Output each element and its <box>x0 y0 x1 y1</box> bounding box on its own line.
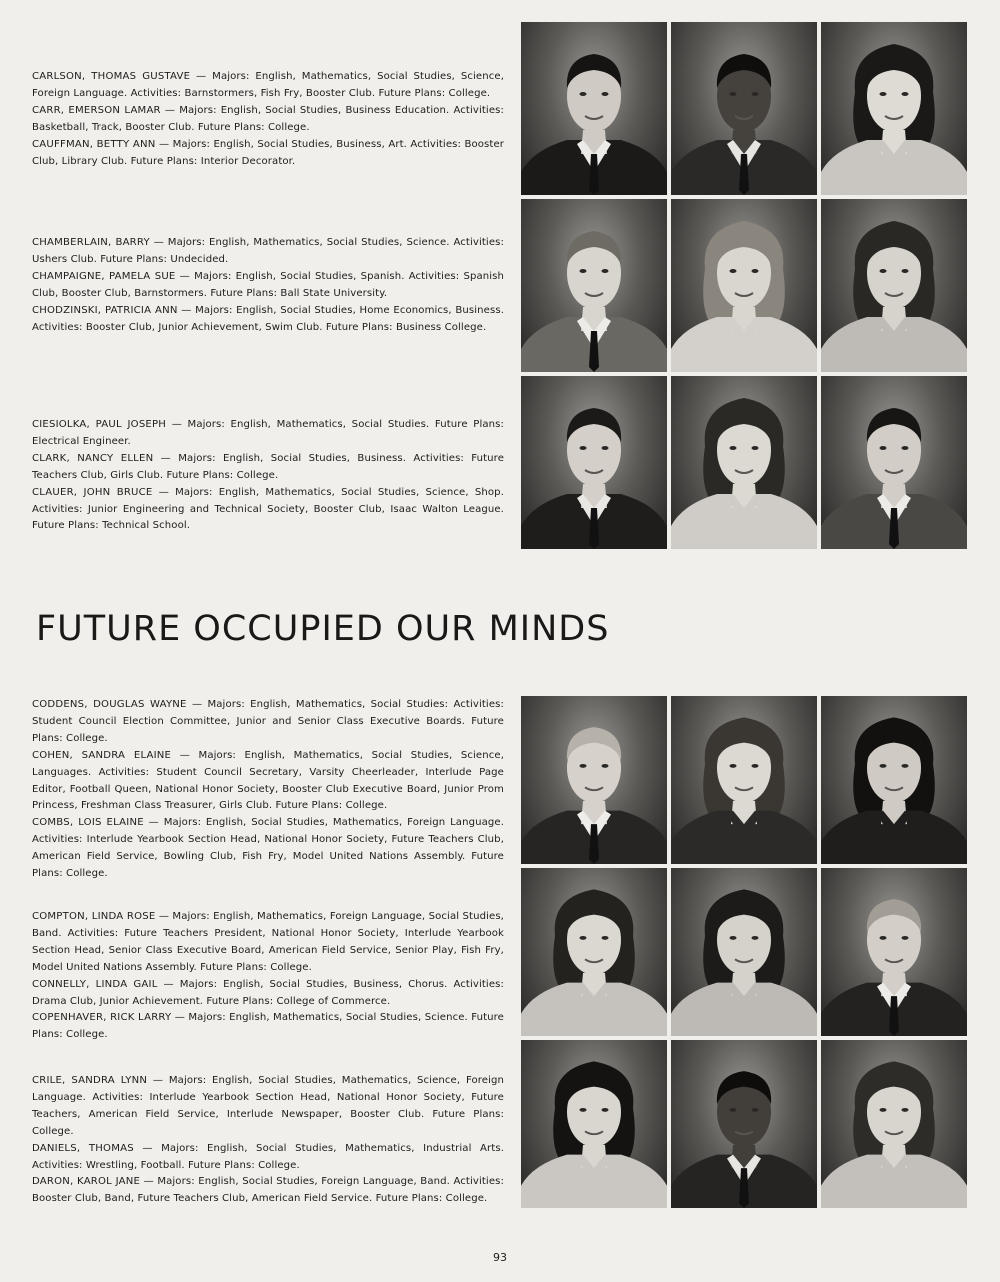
entry-name: CARR, EMERSON LAMAR <box>32 104 161 116</box>
portrait-photo <box>671 1040 817 1208</box>
entry-name: COHEN, SANDRA ELAINE <box>32 749 172 761</box>
entry-text: Majors: English, Mathematics, Social Studies. Future Plans: Electrical Engineer. <box>32 419 504 447</box>
entry-text: Majors: English, Mathematics, Social Studies, Science. Activities: Ushers Club. Future Plans: Undecided. <box>32 237 505 265</box>
entry-name: DARON, KAROL JANE <box>32 1176 141 1188</box>
portrait-photo <box>671 22 817 195</box>
portrait-photo <box>821 696 967 864</box>
entry-cauffman: CAUFFMAN, BETTY ANN — Majors: English, Social Studies, Business, Art. Activities: Booster Club, Library Club. Future Plans: Interior Decorator. <box>32 138 504 167</box>
entry-name: CRILE, SANDRA LYNN <box>32 1075 148 1086</box>
portrait-silhouette <box>521 22 667 195</box>
entry-combs: COMBS, LOIS ELAINE — Majors: English, Social Studies, Mathematics, Foreign Language. Activities: Interlude Yearbook Section Head, National Honor Society, Future Teachers Club, American Field Service, Bowling Club, Fish Fry, Model United Nations Assembly. Future Plans: College. <box>32 817 505 880</box>
portrait-silhouette <box>821 868 967 1036</box>
entry-name: CHAMBERLAIN, BARRY <box>32 237 150 248</box>
entry-name: CAUFFMAN, BETTY ANN <box>32 138 156 150</box>
entry-clauer: CLAUER, JOHN BRUCE — Majors: English, Mathematics, Social Studies, Science, Shop. Activities: Junior Engineering and Technical Society, Booster Club, Isaac Walton League. Future Plans: Technical School. <box>32 486 504 532</box>
portrait-photo <box>521 696 667 864</box>
entry-name: COMPTON, LINDA ROSE <box>32 911 156 922</box>
portrait-silhouette <box>521 376 667 549</box>
portrait-photo <box>671 696 817 864</box>
entry-name: COMBS, LOIS ELAINE <box>32 817 144 829</box>
entry-coddens: CODDENS, DOUGLAS WAYNE — Majors: English, Mathematics, Social Studies: Activities: Student Council Election Committee, Junior and Senior Class Executive Boards. Future Plans: College. <box>32 699 504 744</box>
portrait-silhouette <box>671 22 817 195</box>
entry-name: CARLSON, THOMAS GUSTAVE <box>32 71 191 82</box>
portrait-silhouette <box>521 868 667 1036</box>
section-heading: FUTURE OCCUPIED OUR MINDS <box>36 609 610 649</box>
portrait-silhouette <box>521 696 667 864</box>
portrait-silhouette <box>821 1040 967 1208</box>
entry-group-1 <box>32 69 504 170</box>
portrait-silhouette <box>671 1040 817 1208</box>
portrait-photo <box>821 199 967 372</box>
entry-compton: COMPTON, LINDA ROSE — Majors: English, Mathematics, Foreign Language, Social Studies, Band. Activities: Future Teachers President, National Honor Society, Interlude Yearbook Section Head, Senior Class Executive Board, American Field Service, Senior Play, Fish Fry, Model United Nations Assembly. Future Plans: College. <box>32 911 504 973</box>
entry-crile: CRILE, SANDRA LYNN — Majors: English, Social Studies, Mathematics, Science, Foreign Language. Activities: Interlude Yearbook Section Head, National Honor Society, Future Teachers, American Field Service, Interlude Newspaper, Booster Club. Future Plans: College. <box>32 1075 505 1137</box>
entry-name: DANIELS, THOMAS <box>32 1142 134 1154</box>
entry-text: Majors: English, Mathematics, Social Studies, Science, Shop. Activities: Junior Engineering and Technical Society, Booster Club, Isaac Walton League. Future Plans: Technical School. <box>32 486 504 532</box>
entry-text: Majors: English, Social Studies, Business, Art. Activities: Booster Club, Library Club. Future Plans: Interior Decorator. <box>32 138 504 167</box>
portrait-photo <box>521 1040 667 1208</box>
portrait-photo <box>821 22 967 195</box>
entry-name: CONNELLY, LINDA GAIL <box>32 978 158 990</box>
portrait-photo <box>671 868 817 1036</box>
portrait-silhouette <box>821 696 967 864</box>
entry-group-4 <box>32 697 504 883</box>
entry-text: Majors: English, Social Studies, Business Education. Activities: Basketball, Track, Booster Club. Future Plans: College. <box>32 104 504 133</box>
entry-text: Majors: English, Social Studies, Mathematics, Foreign Language. Activities: Interlude Yearbook Section Head, National Honor Society, Future Teachers Club, American Field Service, Bowling Club, Fish Fry, Model United Nations Assembly. Future Plans: College. <box>32 817 505 880</box>
entry-name: CLAUER, JOHN BRUCE <box>32 486 153 498</box>
entry-text: Majors: English, Social Studies, Mathematics, Science, Foreign Language. Activities: Interlude Yearbook Section Head, National Honor Society, Future Teachers, American Field Service, Interlude Newspaper, Booster Club. Future Plans: College. <box>32 1075 505 1137</box>
entry-group-3 <box>32 417 504 535</box>
portrait-silhouette <box>671 696 817 864</box>
portrait-silhouette <box>671 376 817 549</box>
entry-ciesiolka: CIESIOLKA, PAUL JOSEPH — Majors: English, Mathematics, Social Studies. Future Plans: Electrical Engineer. <box>32 419 504 447</box>
entry-chamberlain: CHAMBERLAIN, BARRY — Majors: English, Mathematics, Social Studies, Science. Activities: Ushers Club. Future Plans: Undecided. <box>32 237 505 265</box>
entry-text: Majors: English, Social Studies, Foreign Language, Band. Activities: Booster Club, Band, Future Teachers Club, American Field Service. Future Plans: College. <box>32 1176 505 1205</box>
entry-carlson: CARLSON, THOMAS GUSTAVE — Majors: English, Mathematics, Social Studies, Science, Foreign Language. Activities: Barnstormers, Fish Fry, Booster Club. Future Plans: College. <box>32 71 505 99</box>
entry-cohen: COHEN, SANDRA ELAINE — Majors: English, Mathematics, Social Studies, Science, Languages. Activities: Student Council Secretary, Varsity Cheerleader, Interlude Page Editor, Football Queen, National Honor Society, Booster Club Executive Board, Junior Prom Princess, Freshman Class Treasurer, Girls Club. Future Plans: College. <box>32 749 505 812</box>
photo-grid-bottom <box>521 696 967 1208</box>
entry-text: Majors: English, Mathematics, Social Studies: Activities: Student Council Election Committee, Junior and Senior Class Executive Boards. Future Plans: College. <box>32 699 504 744</box>
portrait-silhouette <box>821 376 967 549</box>
portrait-photo <box>521 868 667 1036</box>
entry-name: CHODZINSKI, PATRICIA ANN <box>32 304 178 316</box>
entry-carr: CARR, EMERSON LAMAR — Majors: English, Social Studies, Business Education. Activities: Basketball, Track, Booster Club. Future Plans: College. <box>32 104 504 133</box>
portrait-silhouette <box>671 868 817 1036</box>
photo-grid-top <box>521 22 967 549</box>
entry-group-6 <box>32 1073 504 1208</box>
portrait-photo <box>671 376 817 549</box>
entry-group-2 <box>32 235 504 336</box>
entry-text: Majors: English, Mathematics, Social Studies, Science. Future Plans: College. <box>32 1012 504 1041</box>
portrait-photo <box>521 376 667 549</box>
entry-text: Majors: English, Social Studies, Spanish. Activities: Spanish Club, Booster Club, Barnstormers. Future Plans: Ball State University. <box>32 270 504 299</box>
entry-name: CHAMPAIGNE, PAMELA SUE <box>32 270 176 282</box>
entry-text: Majors: English, Social Studies, Business. Activities: Future Teachers Club, Girls Club. Future Plans: College. <box>32 452 505 481</box>
entry-name: CODDENS, DOUGLAS WAYNE <box>32 699 187 710</box>
entry-champaigne: CHAMPAIGNE, PAMELA SUE — Majors: English, Social Studies, Spanish. Activities: Spanish Club, Booster Club, Barnstormers. Future Plans: Ball State University. <box>32 270 504 299</box>
entry-daniels: DANIELS, THOMAS — Majors: English, Social Studies, Mathematics, Industrial Arts. Activities: Wrestling, Football. Future Plans: College. <box>32 1142 505 1171</box>
entry-text: Majors: English, Mathematics, Foreign Language, Social Studies, Band. Activities: Future Teachers President, National Honor Society, Interlude Yearbook Section Head, Senior Class Executive Board, American Field Service, Senior Play, Fish Fry, Model United Nations Assembly. Future Plans: College. <box>32 911 504 973</box>
portrait-photo <box>521 199 667 372</box>
entry-group-5 <box>32 909 504 1044</box>
portrait-silhouette <box>521 1040 667 1208</box>
entry-connelly: CONNELLY, LINDA GAIL — Majors: English, Social Studies, Business, Chorus. Activities: Drama Club, Junior Achievement. Future Plans: College of Commerce. <box>32 978 505 1007</box>
entry-chodzinski: CHODZINSKI, PATRICIA ANN — Majors: English, Social Studies, Home Economics, Business. Activities: Booster Club, Junior Achievement, Swim Club. Future Plans: Business College. <box>32 304 504 333</box>
portrait-photo <box>521 22 667 195</box>
portrait-silhouette <box>821 22 967 195</box>
portrait-silhouette <box>821 199 967 372</box>
entry-text: Majors: English, Social Studies, Home Economics, Business. Activities: Booster Club, Junior Achievement, Swim Club. Future Plans: Business College. <box>32 304 504 333</box>
portrait-photo <box>821 868 967 1036</box>
portrait-photo <box>671 199 817 372</box>
page-number: 93 <box>493 1251 507 1264</box>
entry-text: Majors: English, Social Studies, Business, Chorus. Activities: Drama Club, Junior Achievement. Future Plans: College of Commerce. <box>32 978 505 1007</box>
entry-name: CLARK, NANCY ELLEN <box>32 452 154 464</box>
portrait-silhouette <box>671 199 817 372</box>
entry-text: Majors: English, Social Studies, Mathematics, Industrial Arts. Activities: Wrestling, Football. Future Plans: College. <box>32 1142 505 1171</box>
entry-text: Majors: English, Mathematics, Social Studies, Science, Languages. Activities: Student Council Secretary, Varsity Cheerleader, Interlude Page Editor, Football Queen, National Honor Society, Booster Club Executive Board, Junior Prom Princess, Freshman Class Treasurer, Girls Club. Future Plans: College. <box>32 749 505 812</box>
entry-clark: CLARK, NANCY ELLEN — Majors: English, Social Studies, Business. Activities: Future Teachers Club, Girls Club. Future Plans: College. <box>32 452 505 481</box>
entry-text: Majors: English, Mathematics, Social Studies, Science, Foreign Language. Activities: Barnstormers, Fish Fry, Booster Club. Future Plans: College. <box>32 71 505 99</box>
entry-name: CIESIOLKA, PAUL JOSEPH <box>32 419 167 430</box>
entry-daron: DARON, KAROL JANE — Majors: English, Social Studies, Foreign Language, Band. Activities: Booster Club, Band, Future Teachers Club, American Field Service. Future Plans: College. <box>32 1176 505 1205</box>
portrait-photo <box>821 1040 967 1208</box>
portrait-silhouette <box>521 199 667 372</box>
entry-copenhaver: COPENHAVER, RICK LARRY — Majors: English, Mathematics, Social Studies, Science. Future Plans: College. <box>32 1012 504 1041</box>
portrait-photo <box>821 376 967 549</box>
entry-name: COPENHAVER, RICK LARRY <box>32 1012 172 1024</box>
